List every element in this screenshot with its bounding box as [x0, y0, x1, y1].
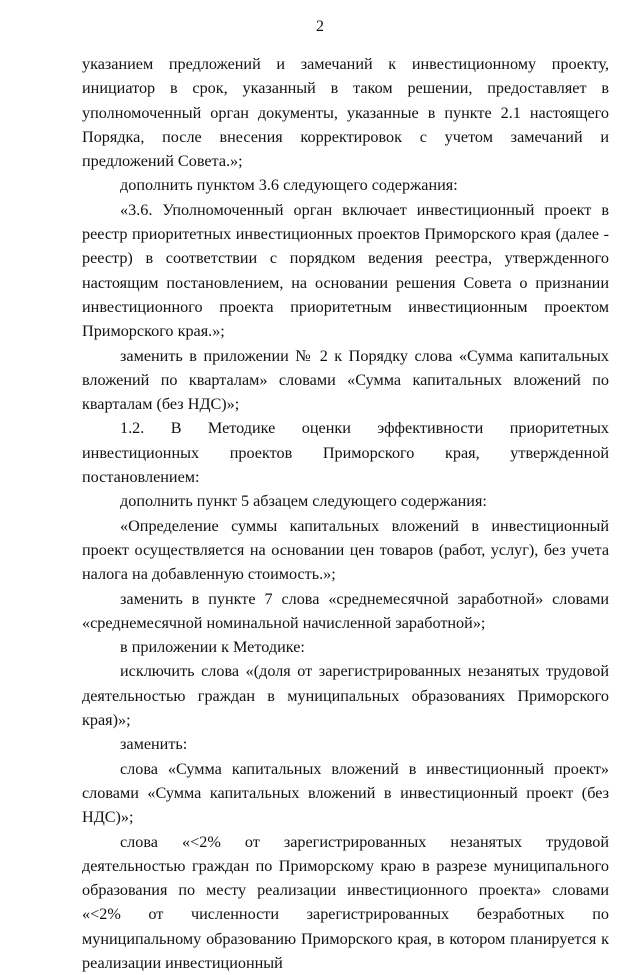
paragraph: «3.6. Уполномоченный орган включает инвестиционный проект в реестр приоритетных инвестиционных проектов Приморского края (далее - реестр) в соответствии с порядком ведения реестра, утвержденного настоящим постановлением, на основании решения Совета о признании инвестиционного проекта приоритетным инвестиционным проектом Приморского края.»;	[82, 198, 609, 344]
paragraph-continuation: указанием предложений и замечаний к инвестиционному проекту, инициатор в срок, указанный в таком решении, предоставляет в уполномоченный орган документы, указанные в пункте 2.1 настоящего Порядка, после внесения корректировок с учетом замечаний и предложений Совета.»;	[82, 52, 609, 173]
paragraph: заменить:	[82, 732, 609, 756]
paragraph: заменить в пункте 7 слова «среднемесячной заработной» словами «среднемесячной номинальной начисленной заработной»;	[82, 587, 609, 636]
paragraph: заменить в приложении № 2 к Порядку слова «Сумма капитальных вложений по кварталам» словами «Сумма капитальных вложений по кварталам (без НДС)»;	[82, 344, 609, 417]
paragraph: «Определение суммы капитальных вложений в инвестиционный проект осуществляется на основании цен товаров (работ, услуг), без учета налога на добавленную стоимость.»;	[82, 514, 609, 587]
paragraph: дополнить пунктом 3.6 следующего содержания:	[82, 173, 609, 197]
paragraph: дополнить пункт 5 абзацем следующего содержания:	[82, 489, 609, 513]
paragraph: 1.2. В Методике оценки эффективности приоритетных инвестиционных проектов Приморского края, утвержденной постановлением:	[82, 416, 609, 489]
document-body	[82, 52, 609, 975]
paragraph: слова «<2% от зарегистрированных незанятых трудовой деятельностью граждан по Приморскому краю в разрезе муниципального образования по месту реализации инвестиционного проекта» словами «<2% от численности зарегистрированных безработных по муниципальному образованию Приморского края, в котором планируется к реализации инвестиционный	[82, 830, 609, 975]
paragraph: исключить слова «(доля от зарегистрированных незанятых трудовой деятельностью граждан в муниципальных образованиях Приморского края)»;	[82, 659, 609, 732]
paragraph: в приложении к Методике:	[82, 635, 609, 659]
page-number: 2	[0, 17, 640, 37]
paragraph: слова «Сумма капитальных вложений в инвестиционный проект» словами «Сумма капитальных вложений в инвестиционный проект (без НДС)»;	[82, 757, 609, 830]
